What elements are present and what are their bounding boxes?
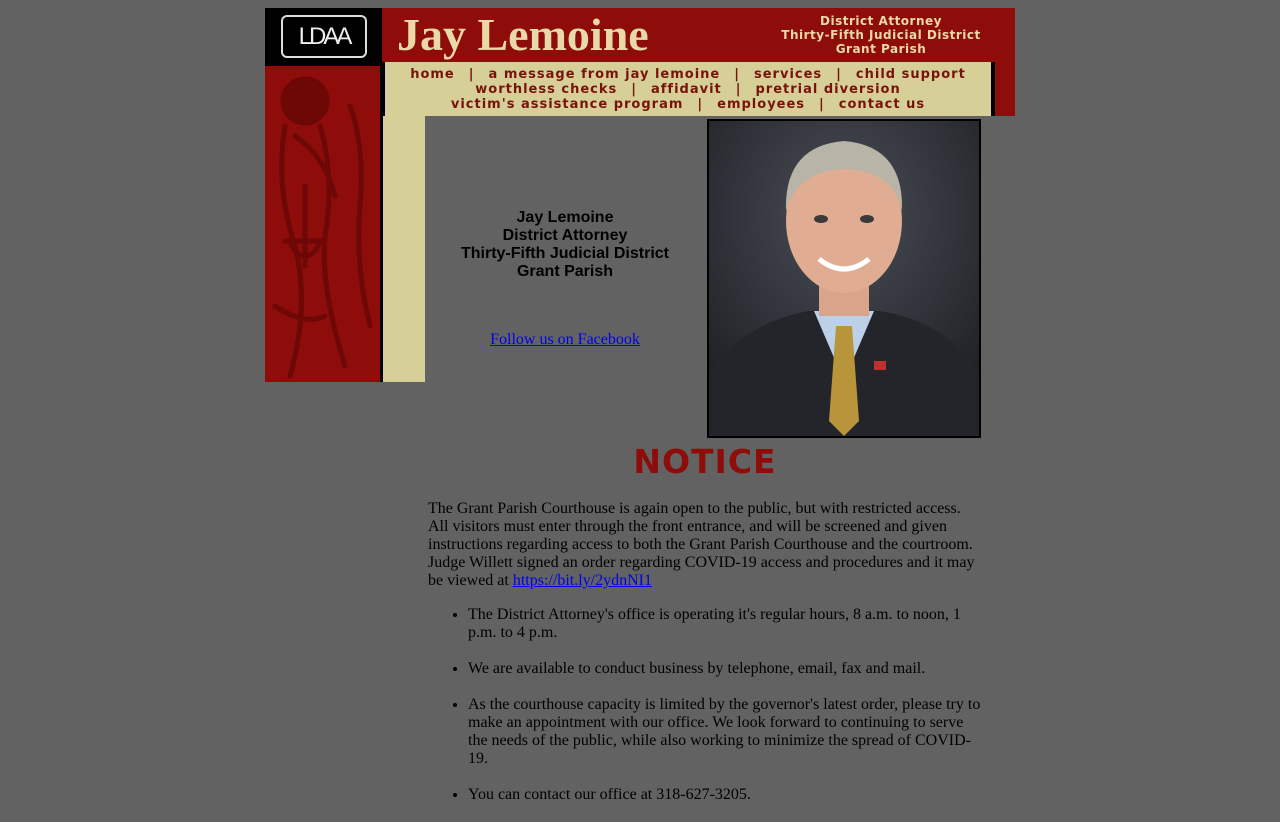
nav-separator: | — [734, 67, 740, 82]
lady-justice-icon — [265, 66, 380, 382]
list-item: • You can contact our office at 318-627-3205. — [468, 786, 982, 804]
facebook-link[interactable]: Follow us on Facebook — [490, 331, 640, 348]
nav-separator: | — [819, 97, 825, 112]
list-item: • The District Attorney's office is operating it's regular hours, 8 a.m. to noon, 1 p.m. to 4 p.m. — [468, 606, 982, 642]
portrait-illustration — [709, 121, 979, 436]
nav-row-2 — [385, 82, 991, 97]
logo-box — [265, 8, 382, 66]
lady-justice-graphic — [265, 66, 380, 382]
nav-separator: | — [631, 82, 637, 97]
nav-contact-us[interactable]: contact us — [838, 97, 926, 112]
nav-victims-assistance[interactable]: victim's assistance program — [450, 97, 684, 112]
nav-affidavit[interactable]: affidavit — [650, 82, 722, 97]
facebook-link-wrap — [428, 331, 702, 349]
office-line-district: Thirty-Fifth Judicial District — [781, 28, 981, 42]
nav-child-support[interactable]: child support — [855, 67, 966, 82]
nav-services[interactable]: services — [754, 67, 823, 82]
nav-separator: | — [836, 67, 842, 82]
nav-separator: | — [468, 67, 475, 82]
nav-separator: | — [697, 97, 704, 112]
notice-bullets — [428, 606, 982, 822]
profile-parish: Grant Parish — [516, 263, 614, 280]
nav-row-1 — [385, 67, 991, 82]
nav-separator: | — [735, 82, 742, 97]
nav-employees[interactable]: employees — [717, 97, 806, 112]
profile-block — [428, 209, 702, 281]
nav-pretrial-diversion[interactable]: pretrial diversion — [755, 82, 901, 97]
profile-district: Thirty-Fifth Judicial District — [460, 245, 669, 262]
covid-order-link[interactable]: https://bit.ly/2ydnNI1 — [512, 572, 652, 589]
list-item: • As the courthouse capacity is limited by the governor's latest order, please try to make an appointment with our office. We look forward to continuing to serve the needs of the public, while also working to minimize the spread of COVID-19. — [468, 696, 982, 768]
notice-heading: NOTICE — [633, 442, 777, 481]
ldaa-logo: LDAA — [281, 15, 367, 58]
list-item: • We are available to conduct business by telephone, email, fax and mail. — [468, 660, 982, 678]
office-line-parish: Grant Parish — [835, 42, 927, 56]
profile-name: Jay Lemoine — [516, 209, 614, 226]
nav-worthless-checks[interactable]: worthless checks — [475, 82, 618, 97]
nav-message[interactable]: a message from jay lemoine — [488, 67, 721, 82]
site-title: Jay Lemoine — [397, 9, 649, 60]
notice-paragraph — [428, 500, 982, 590]
profile-role: District Attorney — [502, 227, 628, 244]
nav-row-3 — [385, 97, 991, 112]
nav-home[interactable]: home — [410, 67, 455, 82]
office-lines — [771, 14, 991, 56]
portrait-photo — [707, 119, 981, 438]
tan-column — [383, 116, 425, 382]
header-band — [382, 8, 1015, 62]
notice-paragraph-text: The Grant Parish Courthouse is again open to the public, but with restricted access. All visitors must enter through the front entrance, and will be screened and given instructions regarding access to both the Grant Parish Courthouse and the courtroom. Judge Willett signed an order regarding COVID-19 access and procedures and it may be viewed at — [428, 500, 975, 589]
nav-red-accent — [995, 62, 1015, 116]
main-nav — [382, 62, 991, 116]
office-line-title: District Attorney — [820, 14, 942, 28]
